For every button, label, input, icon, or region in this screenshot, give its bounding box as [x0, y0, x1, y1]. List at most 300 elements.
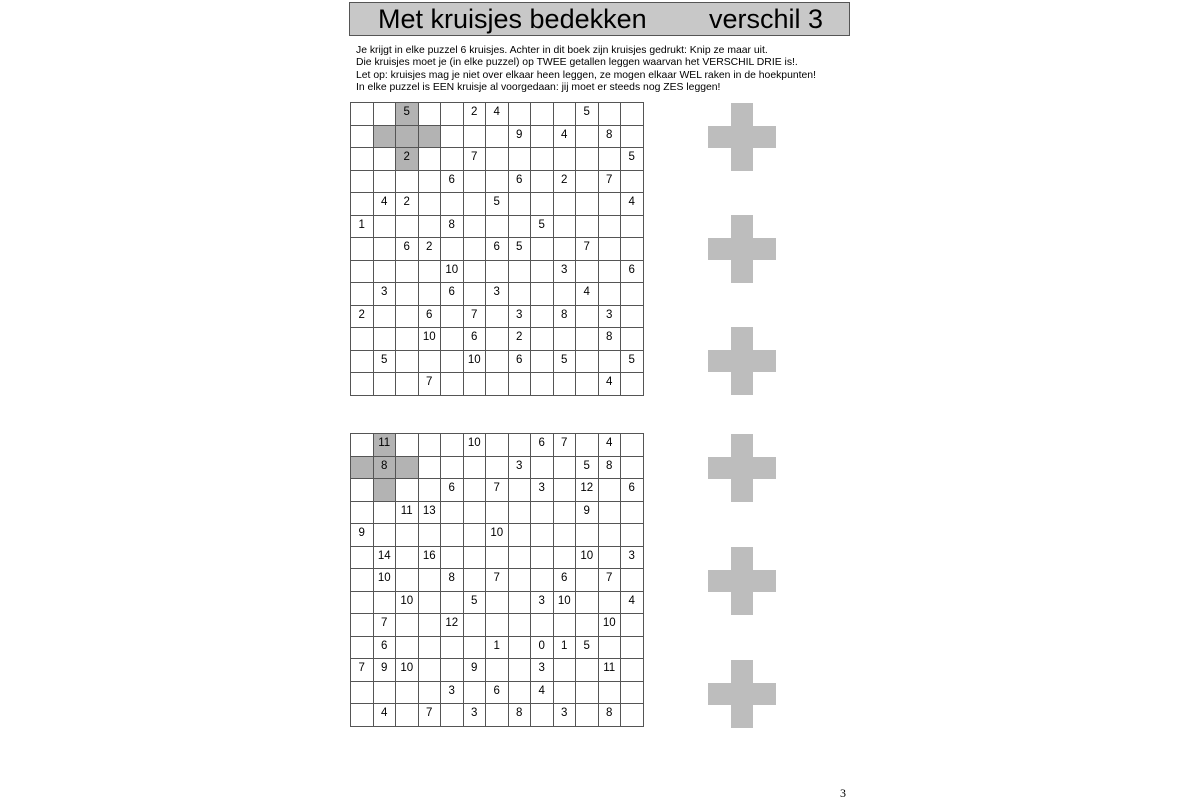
grid-cell[interactable] [374, 373, 397, 396]
grid-cell[interactable] [464, 614, 487, 637]
grid-cell[interactable] [351, 238, 374, 261]
grid-cell[interactable] [486, 328, 509, 351]
grid-cell[interactable]: 16 [419, 547, 442, 570]
grid-cell[interactable]: 5 [396, 103, 419, 126]
grid-cell[interactable]: 8 [554, 306, 577, 329]
grid-cell[interactable] [464, 457, 487, 480]
grid-cell[interactable] [599, 637, 622, 660]
grid-cell[interactable] [509, 216, 532, 239]
grid-cell[interactable] [441, 704, 464, 727]
grid-cell[interactable] [374, 126, 397, 149]
grid-cell[interactable] [464, 637, 487, 660]
grid-cell[interactable]: 11 [599, 659, 622, 682]
grid-cell[interactable]: 6 [486, 238, 509, 261]
cross-piece[interactable] [708, 660, 776, 728]
grid-cell[interactable]: 4 [621, 193, 644, 216]
grid-cell[interactable] [554, 373, 577, 396]
grid-cell[interactable] [486, 148, 509, 171]
grid-cell[interactable] [464, 193, 487, 216]
grid-cell[interactable] [486, 457, 509, 480]
grid-cell[interactable]: 8 [374, 457, 397, 480]
grid-cell[interactable] [576, 592, 599, 615]
grid-cell[interactable] [509, 148, 532, 171]
grid-cell[interactable] [531, 103, 554, 126]
grid-cell[interactable] [621, 306, 644, 329]
grid-cell[interactable] [374, 682, 397, 705]
grid-cell[interactable]: 10 [396, 659, 419, 682]
grid-cell[interactable]: 7 [419, 373, 442, 396]
grid-cell[interactable]: 4 [599, 434, 622, 457]
grid-cell[interactable]: 11 [374, 434, 397, 457]
grid-cell[interactable] [509, 569, 532, 592]
grid-cell[interactable] [509, 373, 532, 396]
grid-cell[interactable]: 2 [396, 193, 419, 216]
grid-cell[interactable] [351, 502, 374, 525]
grid-cell[interactable] [441, 328, 464, 351]
grid-cell[interactable] [441, 502, 464, 525]
grid-cell[interactable] [486, 434, 509, 457]
grid-cell[interactable] [509, 103, 532, 126]
grid-cell[interactable] [441, 373, 464, 396]
grid-cell[interactable] [486, 373, 509, 396]
grid-cell[interactable] [531, 283, 554, 306]
grid-cell[interactable]: 10 [419, 328, 442, 351]
grid-cell[interactable] [351, 457, 374, 480]
grid-cell[interactable] [419, 682, 442, 705]
grid-cell[interactable]: 6 [621, 479, 644, 502]
grid-cell[interactable] [509, 502, 532, 525]
grid-cell[interactable] [621, 238, 644, 261]
grid-cell[interactable] [374, 524, 397, 547]
grid-cell[interactable]: 7 [486, 479, 509, 502]
grid-cell[interactable]: 4 [621, 592, 644, 615]
grid-cell[interactable] [621, 502, 644, 525]
grid-cell[interactable]: 5 [576, 637, 599, 660]
grid-cell[interactable] [599, 238, 622, 261]
grid-cell[interactable]: 5 [621, 148, 644, 171]
grid-cell[interactable] [396, 261, 419, 284]
grid-cell[interactable] [509, 682, 532, 705]
grid-cell[interactable] [374, 148, 397, 171]
grid-cell[interactable] [396, 351, 419, 374]
grid-cell[interactable] [509, 479, 532, 502]
grid-cell[interactable] [509, 637, 532, 660]
grid-cell[interactable] [576, 126, 599, 149]
grid-cell[interactable] [554, 614, 577, 637]
grid-cell[interactable] [419, 569, 442, 592]
grid-cell[interactable] [531, 148, 554, 171]
grid-cell[interactable]: 6 [374, 637, 397, 660]
grid-cell[interactable] [464, 373, 487, 396]
grid-cell[interactable] [554, 103, 577, 126]
grid-cell[interactable] [351, 569, 374, 592]
grid-cell[interactable] [576, 216, 599, 239]
grid-cell[interactable]: 3 [509, 457, 532, 480]
grid-cell[interactable]: 12 [441, 614, 464, 637]
grid-cell[interactable] [441, 103, 464, 126]
grid-cell[interactable]: 8 [441, 216, 464, 239]
grid-cell[interactable] [351, 704, 374, 727]
grid-cell[interactable] [486, 216, 509, 239]
grid-cell[interactable]: 7 [576, 238, 599, 261]
grid-cell[interactable] [351, 126, 374, 149]
grid-cell[interactable] [464, 524, 487, 547]
grid-cell[interactable] [599, 148, 622, 171]
grid-cell[interactable]: 8 [441, 569, 464, 592]
grid-cell[interactable] [554, 238, 577, 261]
grid-cell[interactable] [576, 148, 599, 171]
grid-cell[interactable] [621, 434, 644, 457]
grid-cell[interactable] [441, 457, 464, 480]
grid-cell[interactable] [531, 351, 554, 374]
grid-cell[interactable]: 7 [599, 171, 622, 194]
grid-cell[interactable]: 8 [599, 126, 622, 149]
grid-cell[interactable]: 10 [599, 614, 622, 637]
grid-cell[interactable]: 11 [396, 502, 419, 525]
grid-cell[interactable] [531, 373, 554, 396]
grid-cell[interactable]: 6 [464, 328, 487, 351]
grid-cell[interactable] [621, 216, 644, 239]
grid-cell[interactable] [351, 351, 374, 374]
grid-cell[interactable] [599, 261, 622, 284]
grid-cell[interactable]: 3 [531, 659, 554, 682]
grid-cell[interactable]: 7 [464, 148, 487, 171]
grid-cell[interactable] [599, 193, 622, 216]
grid-cell[interactable] [486, 592, 509, 615]
grid-cell[interactable] [576, 193, 599, 216]
grid-cell[interactable] [621, 659, 644, 682]
grid-cell[interactable]: 5 [464, 592, 487, 615]
grid-cell[interactable]: 3 [554, 704, 577, 727]
grid-cell[interactable] [509, 614, 532, 637]
grid-cell[interactable] [396, 171, 419, 194]
grid-cell[interactable] [396, 457, 419, 480]
grid-cell[interactable] [576, 682, 599, 705]
grid-cell[interactable] [464, 171, 487, 194]
grid-cell[interactable] [351, 479, 374, 502]
grid-cell[interactable] [351, 261, 374, 284]
grid-cell[interactable] [486, 502, 509, 525]
grid-cell[interactable] [419, 457, 442, 480]
grid-cell[interactable]: 6 [509, 351, 532, 374]
grid-cell[interactable] [554, 148, 577, 171]
grid-cell[interactable] [396, 306, 419, 329]
grid-cell[interactable] [464, 682, 487, 705]
grid-cell[interactable] [396, 283, 419, 306]
grid-cell[interactable] [396, 547, 419, 570]
grid-cell[interactable] [419, 592, 442, 615]
grid-cell[interactable] [464, 126, 487, 149]
grid-cell[interactable]: 3 [599, 306, 622, 329]
grid-cell[interactable]: 8 [599, 704, 622, 727]
grid-cell[interactable] [576, 524, 599, 547]
grid-cell[interactable] [351, 637, 374, 660]
grid-cell[interactable] [486, 261, 509, 284]
grid-cell[interactable]: 6 [396, 238, 419, 261]
grid-cell[interactable]: 10 [554, 592, 577, 615]
grid-cell[interactable] [486, 351, 509, 374]
grid-cell[interactable]: 10 [486, 524, 509, 547]
grid-cell[interactable]: 9 [374, 659, 397, 682]
grid-cell[interactable] [554, 479, 577, 502]
grid-cell[interactable] [419, 524, 442, 547]
grid-cell[interactable]: 3 [441, 682, 464, 705]
grid-cell[interactable] [374, 592, 397, 615]
cross-piece[interactable] [708, 103, 776, 171]
grid-cell[interactable] [531, 569, 554, 592]
grid-cell[interactable]: 7 [419, 704, 442, 727]
grid-cell[interactable] [576, 306, 599, 329]
grid-cell[interactable] [419, 126, 442, 149]
grid-cell[interactable] [351, 682, 374, 705]
grid-cell[interactable] [531, 502, 554, 525]
grid-cell[interactable] [419, 171, 442, 194]
grid-cell[interactable] [419, 216, 442, 239]
grid-cell[interactable] [419, 261, 442, 284]
grid-cell[interactable] [486, 614, 509, 637]
grid-cell[interactable] [464, 569, 487, 592]
grid-cell[interactable] [621, 569, 644, 592]
grid-cell[interactable]: 8 [599, 457, 622, 480]
grid-cell[interactable]: 5 [531, 216, 554, 239]
grid-cell[interactable] [621, 682, 644, 705]
grid-cell[interactable]: 5 [486, 193, 509, 216]
grid-cell[interactable] [576, 171, 599, 194]
grid-cell[interactable] [464, 547, 487, 570]
grid-cell[interactable] [351, 373, 374, 396]
grid-cell[interactable] [621, 283, 644, 306]
cross-piece[interactable] [708, 327, 776, 395]
grid-cell[interactable]: 5 [554, 351, 577, 374]
grid-cell[interactable] [621, 328, 644, 351]
grid-cell[interactable]: 3 [509, 306, 532, 329]
grid-cell[interactable] [419, 434, 442, 457]
grid-cell[interactable]: 13 [419, 502, 442, 525]
grid-cell[interactable]: 2 [419, 238, 442, 261]
grid-cell[interactable] [576, 569, 599, 592]
grid-cell[interactable] [441, 306, 464, 329]
grid-cell[interactable] [531, 171, 554, 194]
grid-cell[interactable] [509, 283, 532, 306]
grid-cell[interactable] [419, 283, 442, 306]
grid-cell[interactable]: 6 [441, 283, 464, 306]
grid-cell[interactable]: 6 [621, 261, 644, 284]
grid-cell[interactable]: 2 [509, 328, 532, 351]
grid-cell[interactable] [374, 502, 397, 525]
grid-cell[interactable] [374, 479, 397, 502]
grid-cell[interactable]: 4 [554, 126, 577, 149]
grid-cell[interactable] [531, 306, 554, 329]
grid-cell[interactable] [351, 614, 374, 637]
grid-cell[interactable] [531, 457, 554, 480]
grid-cell[interactable] [576, 261, 599, 284]
grid-cell[interactable]: 6 [441, 171, 464, 194]
grid-cell[interactable]: 3 [464, 704, 487, 727]
grid-cell[interactable]: 5 [576, 103, 599, 126]
grid-cell[interactable] [621, 126, 644, 149]
grid-cell[interactable] [554, 216, 577, 239]
grid-cell[interactable] [396, 682, 419, 705]
grid-cell[interactable] [486, 659, 509, 682]
grid-cell[interactable] [396, 373, 419, 396]
grid-cell[interactable] [396, 126, 419, 149]
grid-cell[interactable]: 7 [599, 569, 622, 592]
grid-cell[interactable] [576, 434, 599, 457]
grid-cell[interactable] [441, 351, 464, 374]
grid-cell[interactable] [531, 238, 554, 261]
grid-cell[interactable]: 3 [531, 479, 554, 502]
grid-cell[interactable] [396, 479, 419, 502]
grid-cell[interactable] [554, 547, 577, 570]
grid-cell[interactable]: 8 [599, 328, 622, 351]
grid-cell[interactable] [396, 614, 419, 637]
grid-cell[interactable]: 9 [509, 126, 532, 149]
grid-cell[interactable] [621, 614, 644, 637]
grid-cell[interactable]: 6 [509, 171, 532, 194]
grid-cell[interactable]: 12 [576, 479, 599, 502]
grid-cell[interactable] [554, 457, 577, 480]
grid-cell[interactable] [351, 171, 374, 194]
grid-cell[interactable] [374, 216, 397, 239]
grid-cell[interactable]: 8 [509, 704, 532, 727]
grid-cell[interactable]: 5 [576, 457, 599, 480]
grid-cell[interactable]: 10 [464, 434, 487, 457]
grid-cell[interactable] [419, 637, 442, 660]
grid-cell[interactable] [441, 547, 464, 570]
grid-cell[interactable]: 4 [486, 103, 509, 126]
grid-cell[interactable] [464, 261, 487, 284]
grid-cell[interactable] [576, 614, 599, 637]
grid-cell[interactable]: 9 [351, 524, 374, 547]
grid-cell[interactable] [531, 193, 554, 216]
grid-cell[interactable]: 1 [351, 216, 374, 239]
grid-cell[interactable]: 2 [464, 103, 487, 126]
grid-cell[interactable] [599, 479, 622, 502]
grid-cell[interactable]: 10 [576, 547, 599, 570]
grid-cell[interactable]: 4 [531, 682, 554, 705]
grid-cell[interactable]: 7 [464, 306, 487, 329]
grid-cell[interactable] [599, 103, 622, 126]
grid-cell[interactable] [374, 328, 397, 351]
grid-cell[interactable] [396, 569, 419, 592]
grid-cell[interactable] [576, 351, 599, 374]
grid-cell[interactable] [531, 614, 554, 637]
grid-cell[interactable] [351, 148, 374, 171]
grid-cell[interactable] [621, 524, 644, 547]
grid-cell[interactable] [599, 682, 622, 705]
grid-cell[interactable] [351, 547, 374, 570]
grid-cell[interactable] [531, 704, 554, 727]
grid-cell[interactable] [464, 502, 487, 525]
grid-cell[interactable]: 6 [554, 569, 577, 592]
grid-cell[interactable] [599, 524, 622, 547]
grid-cell[interactable]: 4 [599, 373, 622, 396]
cross-piece[interactable] [708, 547, 776, 615]
grid-cell[interactable]: 4 [576, 283, 599, 306]
grid-cell[interactable]: 2 [554, 171, 577, 194]
grid-cell[interactable] [554, 502, 577, 525]
grid-cell[interactable]: 3 [486, 283, 509, 306]
grid-cell[interactable] [374, 306, 397, 329]
grid-cell[interactable] [509, 261, 532, 284]
grid-cell[interactable]: 9 [576, 502, 599, 525]
grid-cell[interactable] [464, 216, 487, 239]
grid-cell[interactable] [419, 148, 442, 171]
grid-cell[interactable] [621, 457, 644, 480]
grid-cell[interactable] [351, 328, 374, 351]
grid-cell[interactable] [441, 592, 464, 615]
grid-cell[interactable] [419, 103, 442, 126]
grid-cell[interactable] [464, 238, 487, 261]
grid-cell[interactable]: 3 [374, 283, 397, 306]
grid-cell[interactable] [531, 126, 554, 149]
grid-cell[interactable]: 7 [554, 434, 577, 457]
grid-cell[interactable] [486, 547, 509, 570]
grid-cell[interactable] [599, 502, 622, 525]
grid-cell[interactable] [486, 306, 509, 329]
grid-cell[interactable] [554, 659, 577, 682]
grid-cell[interactable]: 9 [464, 659, 487, 682]
grid-cell[interactable] [374, 103, 397, 126]
grid-cell[interactable] [464, 283, 487, 306]
grid-cell[interactable] [419, 479, 442, 502]
grid-cell[interactable]: 6 [486, 682, 509, 705]
grid-cell[interactable]: 6 [531, 434, 554, 457]
grid-cell[interactable]: 3 [531, 592, 554, 615]
grid-cell[interactable] [554, 193, 577, 216]
grid-cell[interactable]: 3 [621, 547, 644, 570]
grid-cell[interactable] [576, 704, 599, 727]
grid-cell[interactable] [441, 238, 464, 261]
grid-cell[interactable] [509, 524, 532, 547]
grid-cell[interactable]: 10 [396, 592, 419, 615]
grid-cell[interactable]: 7 [486, 569, 509, 592]
grid-cell[interactable] [599, 592, 622, 615]
grid-cell[interactable] [531, 328, 554, 351]
grid-cell[interactable] [531, 261, 554, 284]
grid-cell[interactable]: 10 [441, 261, 464, 284]
grid-cell[interactable] [621, 103, 644, 126]
grid-cell[interactable] [531, 524, 554, 547]
grid-cell[interactable] [396, 328, 419, 351]
grid-cell[interactable] [554, 524, 577, 547]
grid-cell[interactable]: 7 [351, 659, 374, 682]
grid-cell[interactable] [419, 614, 442, 637]
grid-cell[interactable] [576, 659, 599, 682]
grid-cell[interactable] [621, 373, 644, 396]
grid-cell[interactable] [351, 193, 374, 216]
cross-piece[interactable] [708, 434, 776, 502]
grid-cell[interactable] [396, 216, 419, 239]
grid-cell[interactable]: 10 [464, 351, 487, 374]
grid-cell[interactable] [419, 193, 442, 216]
grid-cell[interactable] [486, 171, 509, 194]
grid-cell[interactable] [351, 103, 374, 126]
grid-cell[interactable]: 6 [419, 306, 442, 329]
grid-cell[interactable] [374, 261, 397, 284]
grid-cell[interactable] [374, 238, 397, 261]
grid-cell[interactable] [441, 659, 464, 682]
grid-cell[interactable] [396, 704, 419, 727]
grid-cell[interactable] [509, 592, 532, 615]
grid-cell[interactable]: 1 [554, 637, 577, 660]
grid-cell[interactable] [509, 547, 532, 570]
grid-cell[interactable] [441, 126, 464, 149]
grid-cell[interactable]: 5 [509, 238, 532, 261]
grid-cell[interactable] [554, 328, 577, 351]
grid-cell[interactable] [486, 704, 509, 727]
grid-cell[interactable] [351, 434, 374, 457]
